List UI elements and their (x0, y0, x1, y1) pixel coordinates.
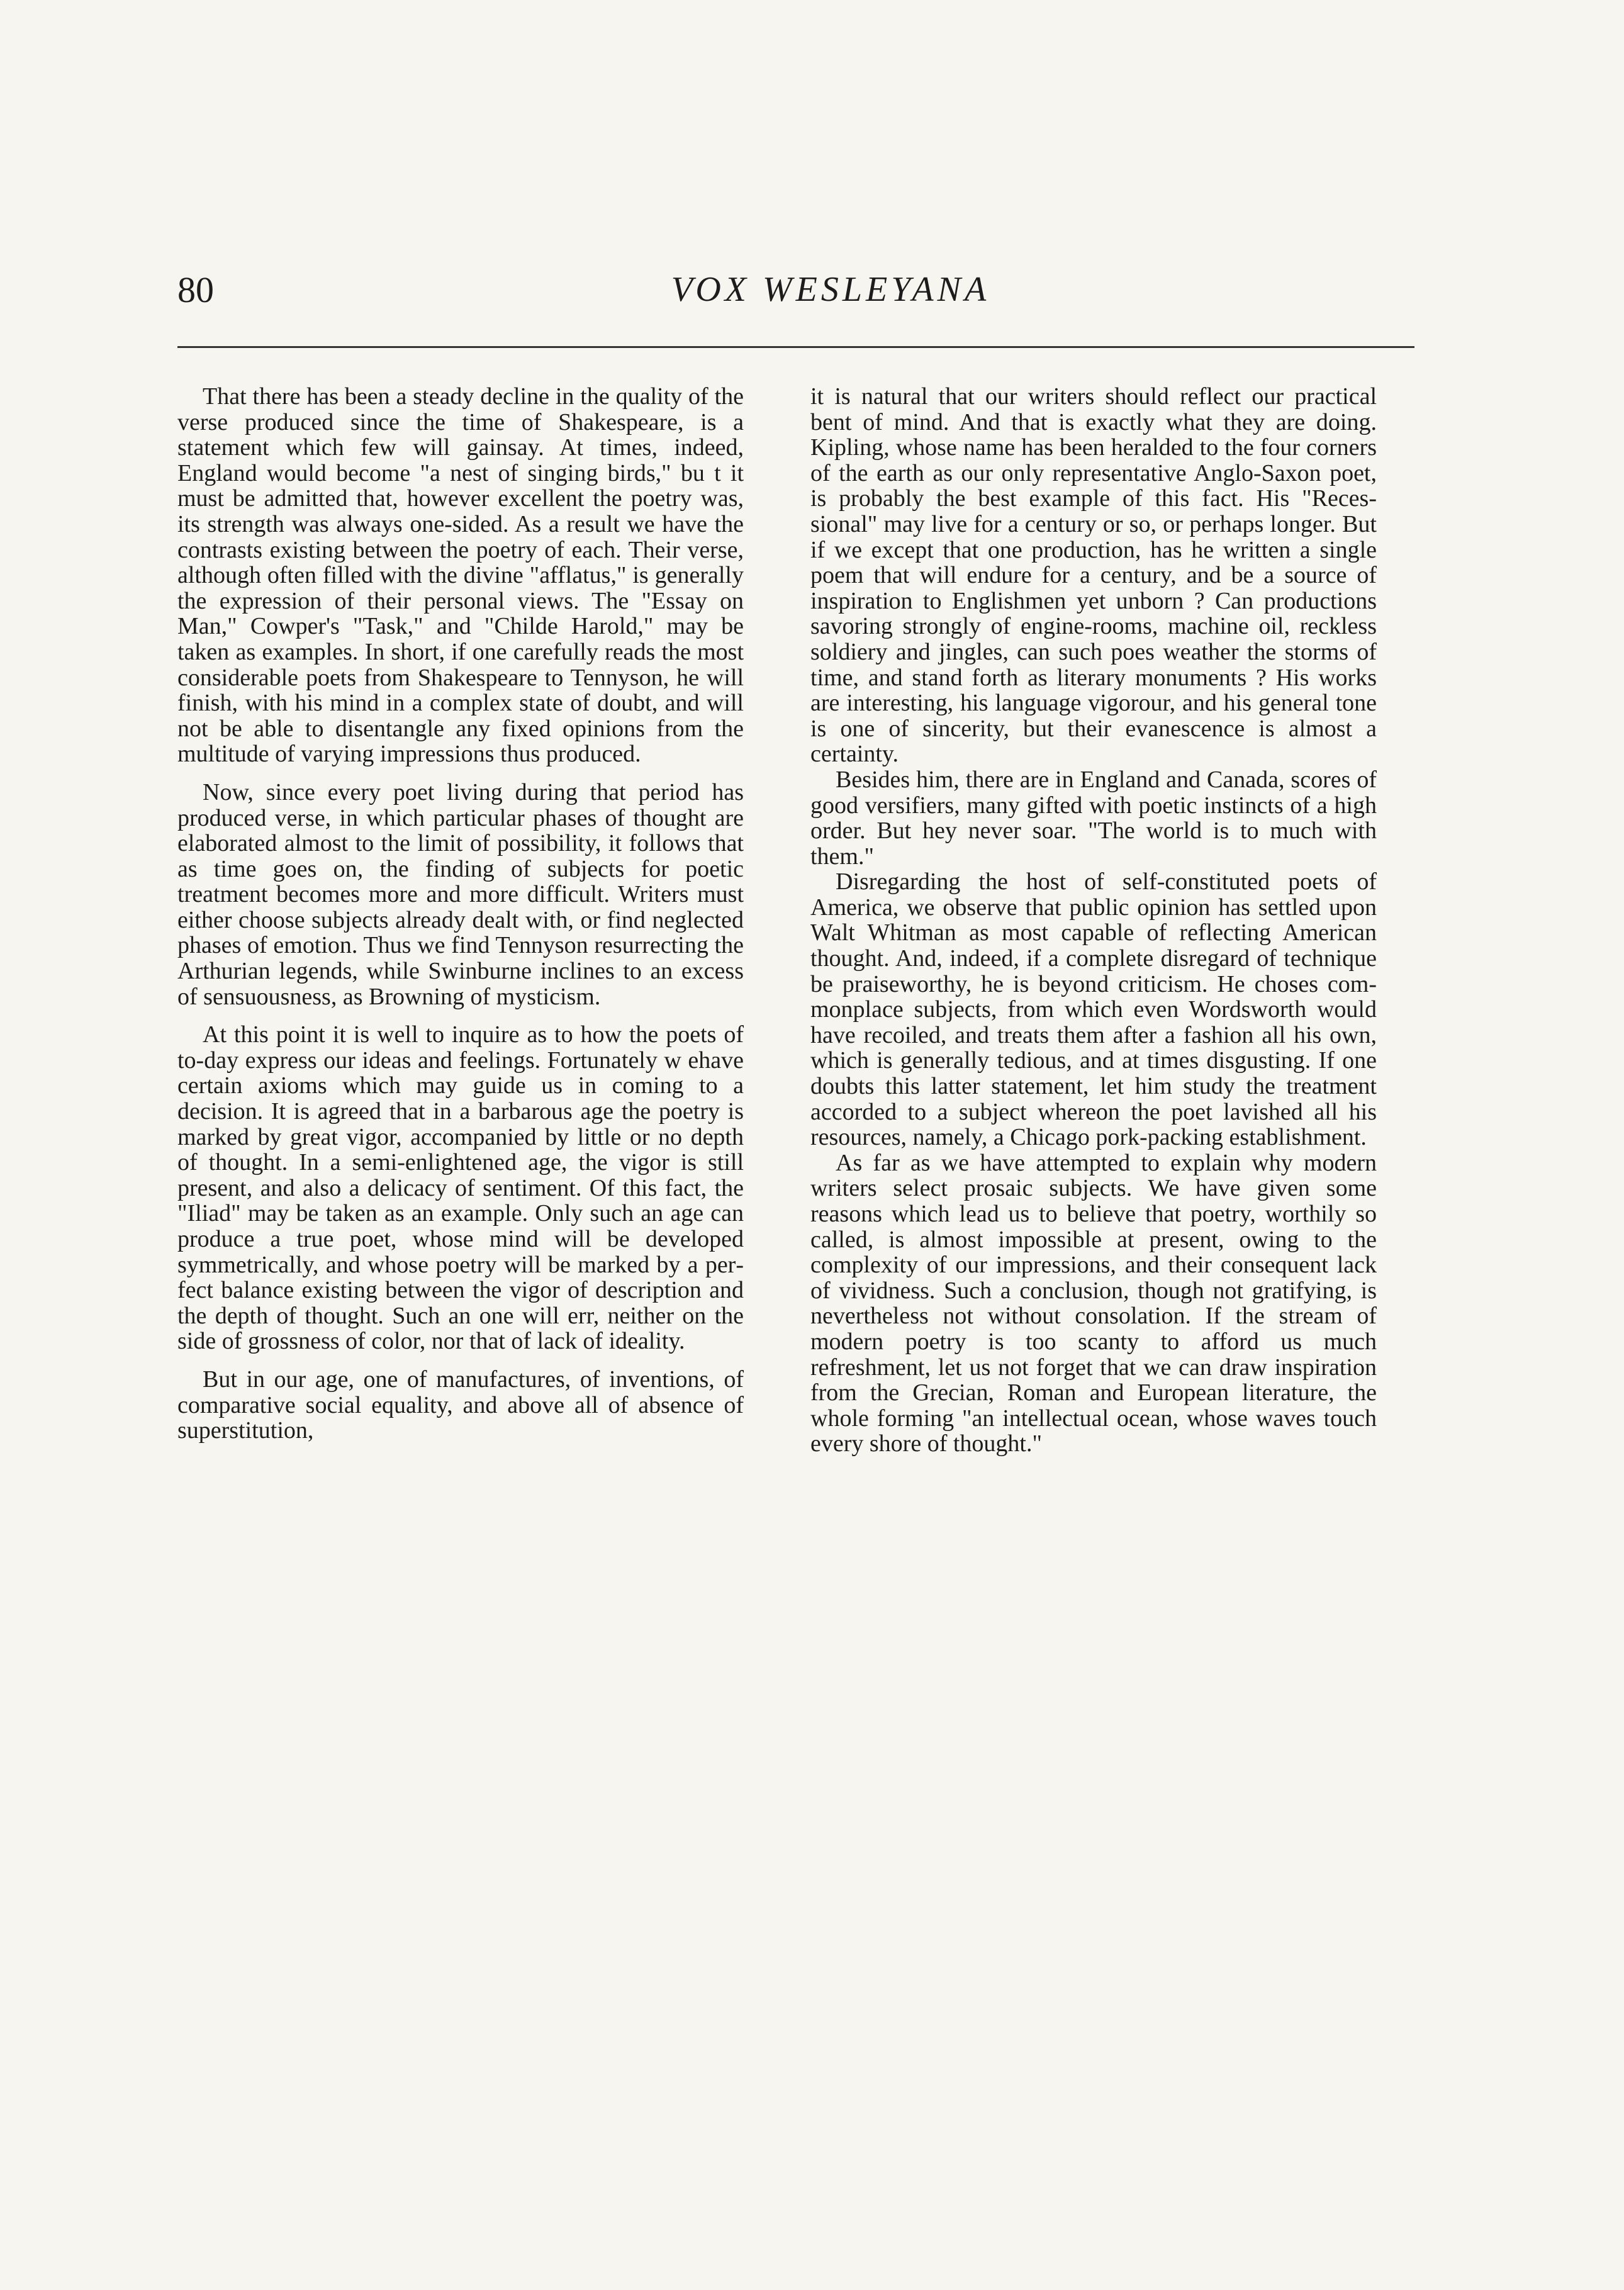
paragraph: Now, since every poet living during that period has produced verse, in which particular phases of thought are elaborated almost to the limit of possibility, it follows that as time goes on, the finding of subjects for poetic treatment becomes more and more difficult. Writers must either choose subjects already dealt with, or find neglected phases of emotion. Thus we find Tennyson resurrecting the Arthurian legends, while Swinburne inclines to an excess of sensuousness, as Browning of mysticism. (177, 778, 744, 1010)
right-column (810, 384, 1377, 1457)
paragraph: At this point it is well to inquire as to how the poets of to-day express our ideas and feelings. Fortunately w ehave certain axioms which may guide us in coming to a decision. It is agreed that in a barbarous age the poetry is marked by great vigor, accompanied by little or no depth of thought. In a semi-enlightened age, the vigor is still present, and also a delicacy of sentiment. Of this fact, the "Iliad" may be taken as an example. Only such an age can produce a true poet, whose mind will be developed symmetrically, and whose poetry will be marked by a perfect balance existing between the vigor of description and the depth of thought. Such an one will err, neither on the side of grossness of color, nor that of lack of ideality. (177, 1021, 744, 1355)
page-number: 80 (177, 269, 214, 310)
running-title: VOX WESLEYANA (671, 270, 990, 309)
paragraph: But in our age, one of manufactures, of inventions, of comparative social equality, and above all of absence of superstitution, (177, 1366, 744, 1444)
header-rule (177, 346, 1414, 348)
paragraph: it is natural that our writers should reflect our practical bent of mind. And that is exactly what they are doing. Kipling, whose name has been heralded to the four corners of the earth as our only representative Anglo-Saxon poet, is probably the best example of this fact. His "Recessional" may live for a century or so, or perhaps longer. But if we except that one production, has he written a single poem that will endure for a century, and be a source of inspiration to Englishmen yet unborn ? Can productions savoring strongly of engine-rooms, machine oil, reckless soldiery and jingles, can such poes weather the storms of time, and stand forth as literary monuments ? His works are interesting, his language vigorour, and his general tone is one of sincerity, but their evanescence is almost a certainty. (810, 383, 1377, 768)
paragraph: As far as we have attempted to explain why modern writers select prosaic subjects. We have given some reasons which lead us to believe that poetry, worthily so called, is almost impossible at present, owing to the complexity of our impressions, and their consequent lack of vividness. Such a conclusion, though not gratifying, is nevertheless not without consolation. If the stream of modern poetry is too scanty to afford us much refreshment, let us not forget that we can draw inspiration from the Grecian, Roman and European literature, the whole forming "an intellectual ocean, whose waves touch every shore of thought." (810, 1149, 1377, 1457)
left-column (177, 384, 744, 1444)
paragraph: Besides him, there are in England and Canada, scores of good versifiers, many gifted with poetic instincts of a high order. But hey never soar. "The world is to much with them." (810, 766, 1377, 870)
paragraph: That there has been a steady decline in the quality of the verse produced since the time of Shakespeare, is a statement which few will gainsay. At times, indeed, England would become "a nest of singing birds," bu t it must be admitted that, however excellent the poetry was, its strength was always one-sided. As a result we have the contrasts existing between the poetry of each. Their verse, although often filled with the divine "afflatus," is generally the expression of their personal views. The "Essay on Man," Cowper's "Task," and "Childe Harold," may be taken as examples. In short, if one carefully reads the most considerable poets from Shakespeare to Tennyson, he will finish, with his mind in a complex state of doubt, and will not be able to disentangle any fixed opinions from the multitude of varying impressions thus produced. (177, 383, 744, 768)
paragraph: Disregarding the host of self-constituted poets of America, we observe that public opinion has settled upon Walt Whitman as most capable of reflecting American thought. And, indeed, if a complete disregard of technique be praiseworthy, he is beyond criticism. He choses commonplace subjects, from which even Wordsworth would have recoiled, and treats them after a fashion all his own, which is generally tedious, and at times disgusting. If one doubts this latter statement, let him study the treatment accorded to a subject whereon the poet lavished all his resources, namely, a Chicago pork-packing establishment. (810, 868, 1377, 1151)
